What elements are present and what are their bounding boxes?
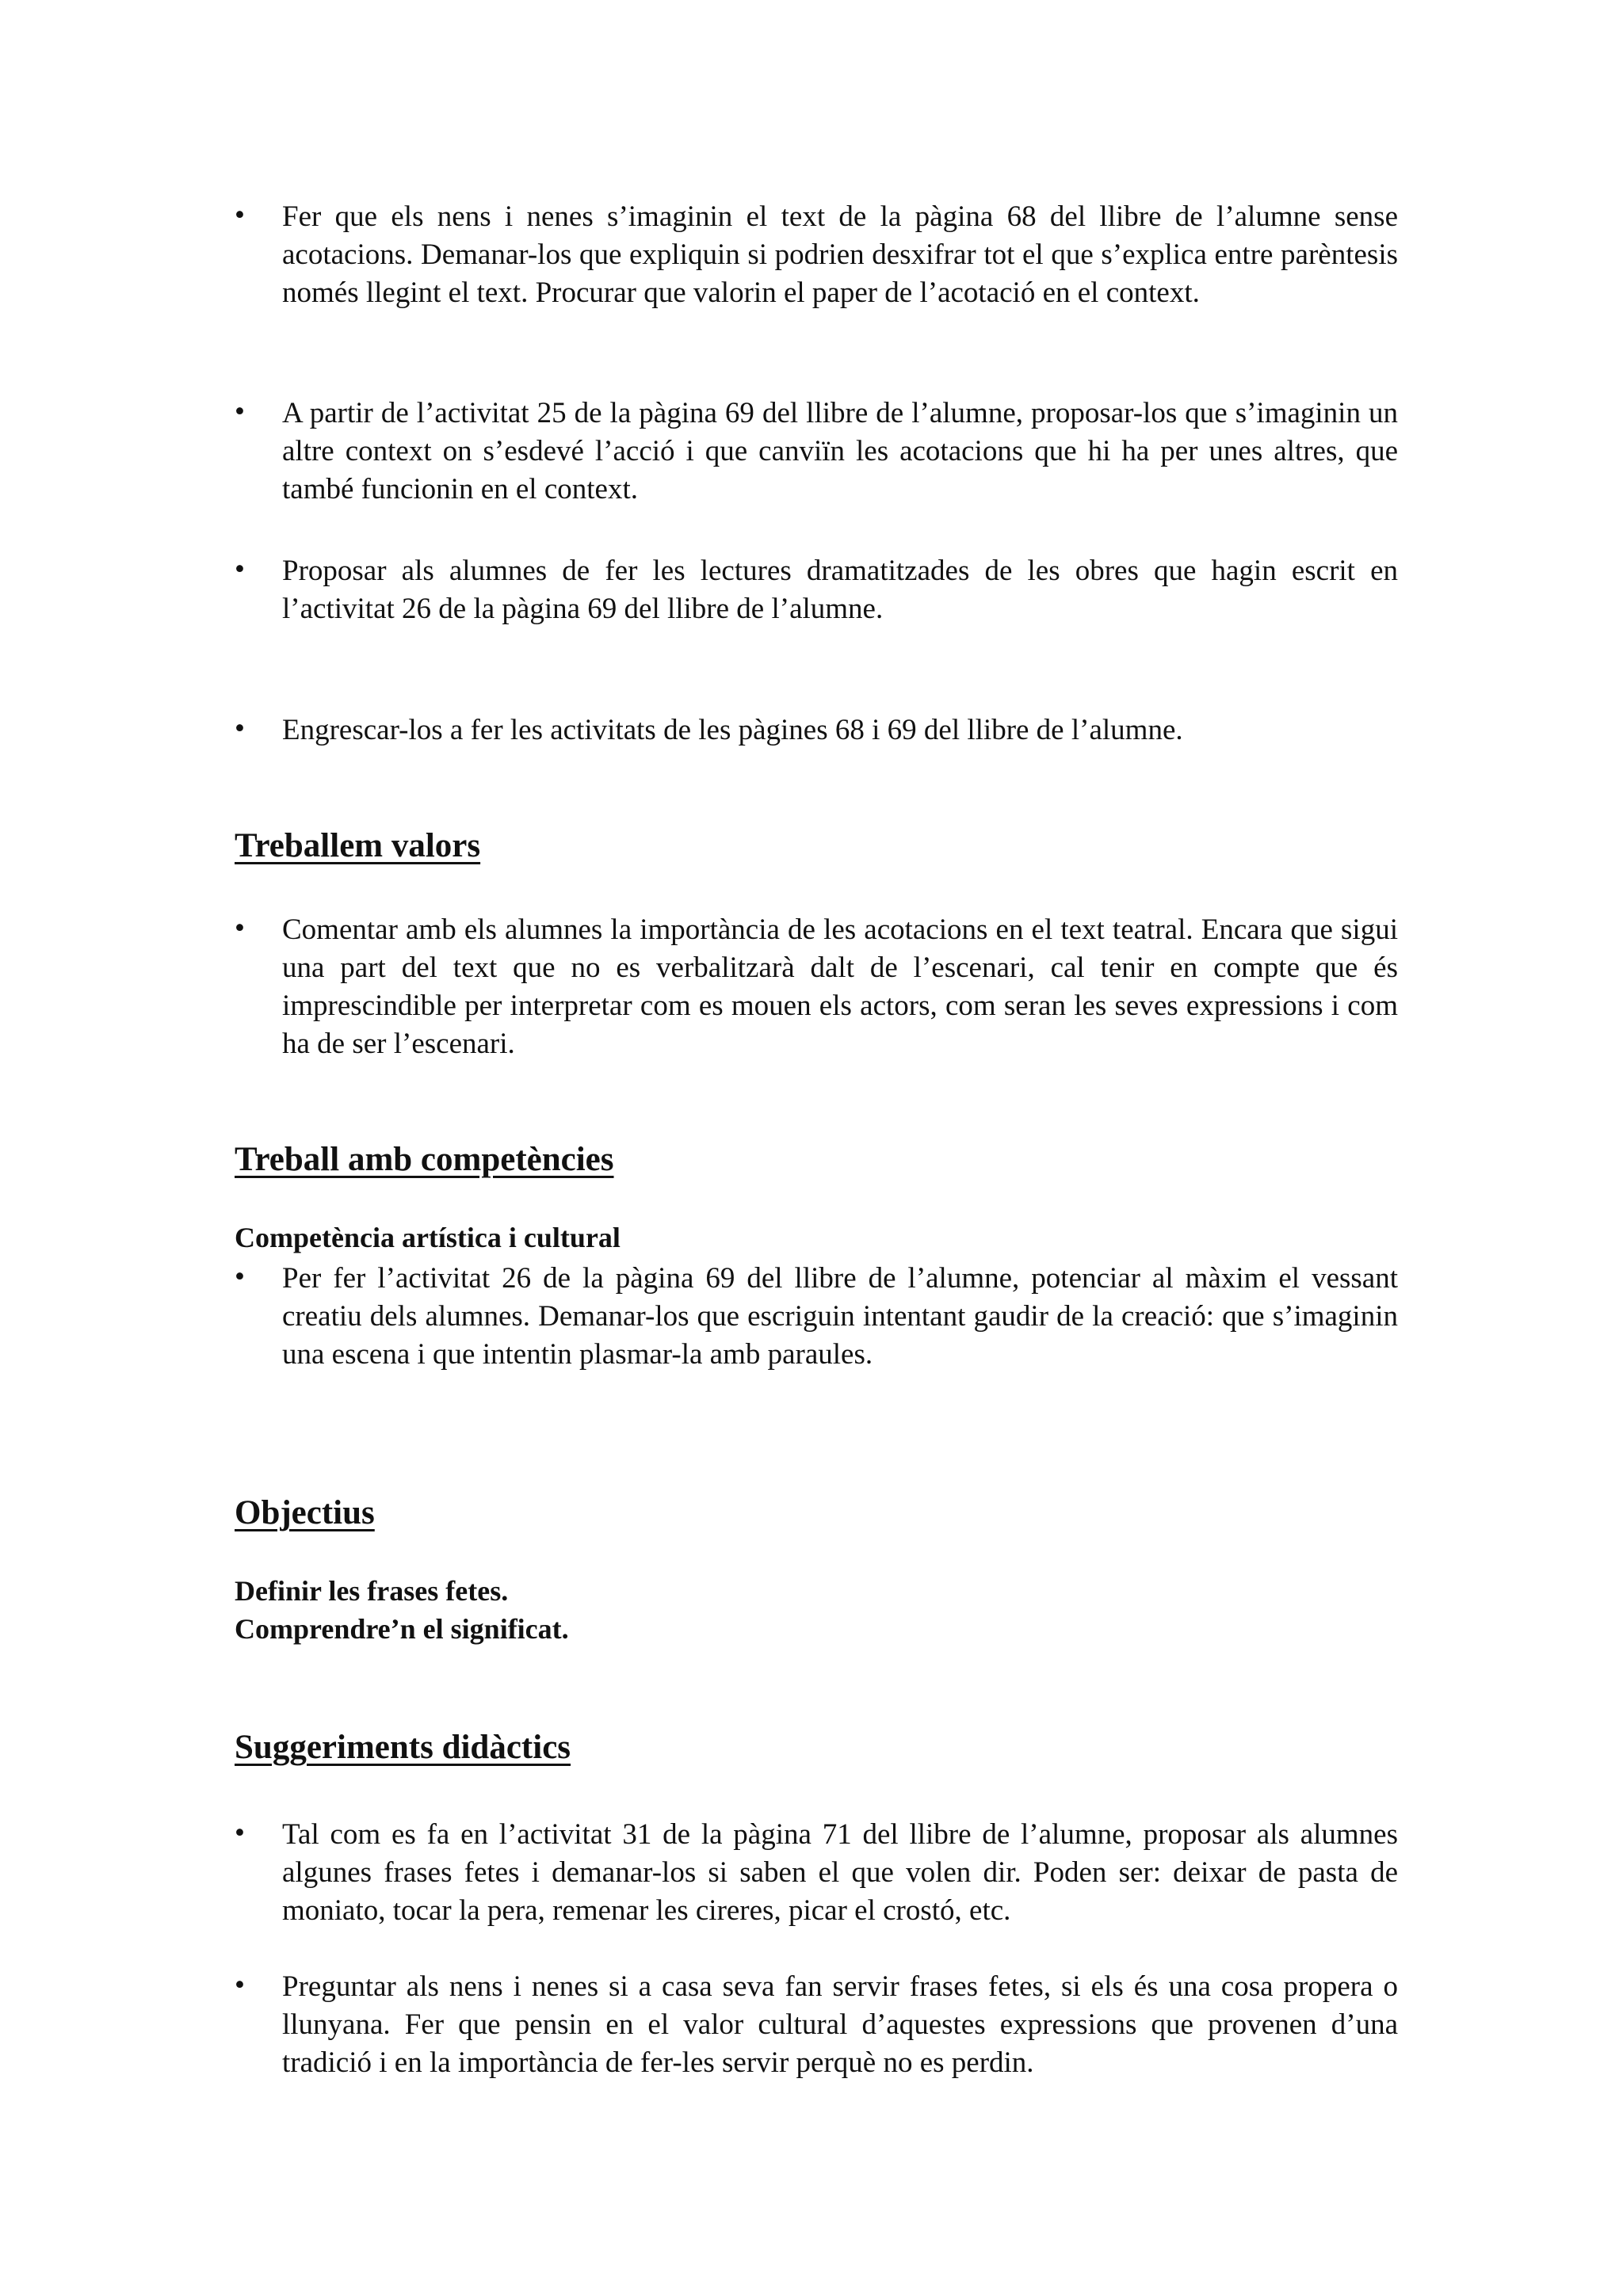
bullet-marker: • [235,912,245,944]
bullet-marker: • [235,712,245,745]
section-heading: Treballem valors [235,827,481,864]
bullet-list-top-3 [235,552,1398,628]
subheading: Competència artística i cultural [235,1222,621,1253]
bullet-text: Fer que els nens i nenes s’imaginin el text de la pàgina 68 del llibre de l’alumne sense acotacions. Demanar-los que expliquin si podrien desxifrar tot el que s’explica entre parèntesis només llegint el text. Procurar que valorin el paper de l’acotació en el context. [282,200,1398,309]
bullet-marker: • [235,199,245,231]
bullet-text: Tal com es fa en l’activitat 31 de la pàgina 71 del llibre de l’alumne, proposar als alumnes algunes frases fetes i demanar-los si saben el que volen dir. Poden ser: deixar de pasta de moniato, tocar la pera, remenar les cireres, picar el crostó, etc. [282,1818,1398,1927]
bullet-list-suggeriments-1 [235,1816,1398,1930]
bullet-text: Comentar amb els alumnes la importància de les acotacions en el text teatral. Encara que sigui una part del text que no es verbalitzarà dalt de l’escenari, cal tenir en compte que és imprescindible per interpretar com es mouen els actors, com seran les seves expressions i com ha de ser l’escenari. [282,913,1398,1060]
section-treballem-valors [235,824,1398,868]
bullet-text: Engrescar-los a fer les activitats de les pàgines 68 i 69 del llibre de l’alumne. [282,714,1183,746]
list-item [235,552,1398,628]
bullet-list-top [235,198,1398,312]
bullet-marker: • [235,395,245,428]
bullet-list-suggeriments-2 [235,1968,1398,2082]
list-item [235,1260,1398,1374]
objective-line: Comprendre’n el significat. [235,1613,569,1645]
list-item [235,911,1398,1063]
objective-line: Definir les frases fetes. [235,1575,509,1607]
section-treball-competencies [235,1138,1398,1182]
section-heading: Objectius [235,1494,375,1531]
section-objectius [235,1491,1398,1535]
bullet-list-valors [235,911,1398,1063]
list-item [235,1816,1398,1930]
section-heading: Treball amb competències [235,1141,614,1178]
bullet-marker: • [235,1261,245,1293]
bullet-text: A partir de l’activitat 25 de la pàgina 69 del llibre de l’alumne, proposar-los que s’imaginin un altre context on s’esdevé l’acció i que canviïn les acotacions que hi ha per unes altres, que també funcionin en el context. [282,397,1398,505]
bullet-text: Per fer l’activitat 26 de la pàgina 69 del llibre de l’alumne, potenciar al màxim el vessant creatiu dels alumnes. Demanar-los que escriguin intentant gaudir de la creació: que s’imaginin una escena i que intentin plasmar-la amb paraules. [282,1262,1398,1371]
list-item [235,711,1398,749]
list-item [235,198,1398,312]
bullet-marker: • [235,1817,245,1849]
bullet-marker: • [235,553,245,585]
bullet-text: Proposar als alumnes de fer les lectures dramatitzades de les obres que hagin escrit en l’activitat 26 de la pàgina 69 del llibre de l’alumne. [282,555,1398,625]
bullet-marker: • [235,1969,245,2001]
competencies-subheading-block [235,1219,1398,1257]
bullet-list-top-4 [235,711,1398,749]
list-item [235,1968,1398,2082]
list-item [235,395,1398,509]
section-heading: Suggeriments didàctics [235,1729,571,1766]
bullet-text: Preguntar als nens i nenes si a casa seva fan servir frases fetes, si els és una cosa propera o llunyana. Fer que pensin en el valor cultural d’aquestes expressions que provenen d’una tradició i en la importància de fer-les servir perquè no es perdin. [282,1970,1398,2079]
objectius-lines [235,1572,1398,1648]
section-suggeriments [235,1726,1398,1770]
bullet-list-top-2 [235,395,1398,509]
bullet-list-competencies [235,1260,1398,1374]
